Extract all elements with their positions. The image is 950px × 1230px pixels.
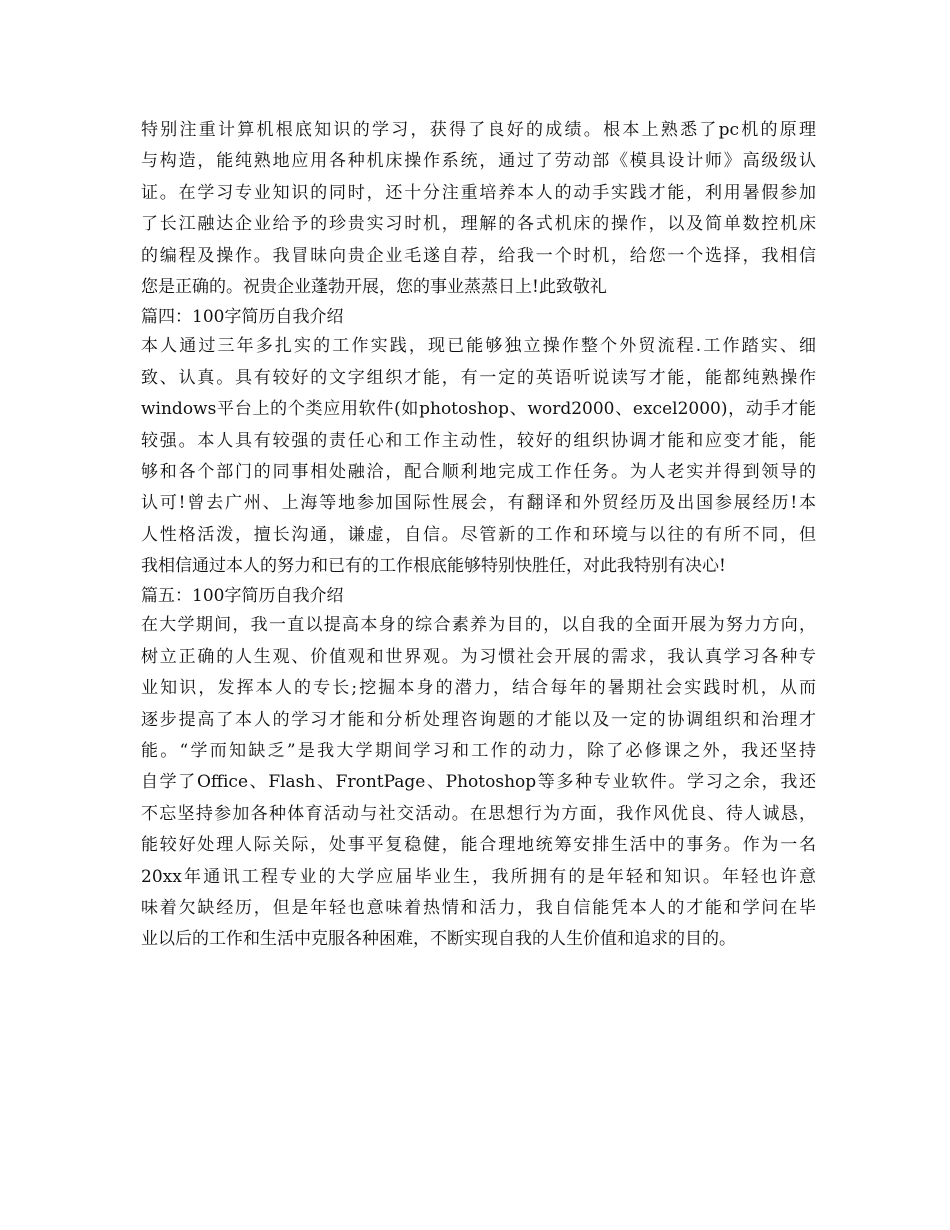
paragraph-line: 证。在学习专业知识的同时，还十分注重培养本人的动手实践才能，利用暑假参加 xyxy=(141,182,816,203)
paragraph-line: 树立正确的人生观、价值观和世界观。为习惯社会开展的需求，我认真学习各种专 xyxy=(141,646,816,667)
section-4-body xyxy=(141,331,816,582)
paragraph-line: 本人通过三年多扎实的工作实践，现已能够独立操作整个外贸流程.工作踏实、细 xyxy=(141,336,816,357)
paragraph-line: windows平台上的个类应用软件(如photoshop、word2000、excel2000)，动手才能 xyxy=(141,399,816,420)
section-5-heading: 篇五：100字简历自我介绍 xyxy=(141,586,344,607)
paragraph-line: 认可!曾去广州、上海等地参加国际性展会，有翻译和外贸经历及出国参展经历!本 xyxy=(141,493,816,514)
section-5-body xyxy=(141,610,816,955)
paragraph-line: 味着欠缺经历，但是年轻也意味着热情和活力，我自信能凭本人的才能和学问在毕 xyxy=(141,897,816,918)
document-page xyxy=(141,115,816,956)
paragraph-line: 不忘坚持参加各种体育活动与社交活动。在思想行为方面，我作风优良、待人诚恳， xyxy=(141,803,816,824)
paragraph-line: 逐步提高了本人的学习才能和分析处理咨询题的才能以及一定的协调组织和治理才 xyxy=(141,709,816,730)
paragraph-line: 特别注重计算机根底知识的学习，获得了良好的成绩。根本上熟悉了pc机的原理 xyxy=(141,120,816,140)
paragraph-line: 您是正确的。祝贵企业蓬勃开展，您的事业蒸蒸日上!此致敬礼 xyxy=(141,276,607,297)
paragraph-line: 在大学期间，我一直以提高本身的综合素养为目的，以自我的全面开展为努力方向， xyxy=(141,615,816,636)
paragraph-line: 能。“学而知缺乏”是我大学期间学习和工作的动力，除了必修课之外，我还坚持 xyxy=(141,741,816,762)
paragraph-line: 够和各个部门的同事相处融洽，配合顺利地完成工作任务。为人老实并得到领导的 xyxy=(141,461,816,482)
paragraph-line: 的编程及操作。我冒昧向贵企业毛遂自荐，给我一个时机，给您一个选择，我相信 xyxy=(141,245,816,266)
paragraph-line: 业以后的工作和生活中克服各种困难，不断实现自我的人生价值和追求的目的。 xyxy=(141,929,736,950)
paragraph-line: 较强。本人具有较强的责任心和工作主动性，较好的组织协调才能和应变才能，能 xyxy=(141,430,816,451)
paragraph-line: 能较好处理人际关际，处事平复稳健，能合理地统筹安排生活中的事务。作为一名 xyxy=(141,835,816,856)
paragraph-line: 与构造，能纯熟地应用各种机床操作系统，通过了劳动部《模具设计师》高级级认 xyxy=(141,151,816,172)
paragraph-line: 20xx年通讯工程专业的大学应届毕业生，我所拥有的是年轻和知识。年轻也许意 xyxy=(141,866,816,887)
paragraph-line: 业知识，发挥本人的专长;挖掘本身的潜力，结合每年的暑期社会实践时机，从而 xyxy=(141,678,816,699)
section-3-body xyxy=(141,115,816,303)
paragraph-line: 了长江融达企业给予的珍贵实习时机，理解的各式机床的操作，以及简单数控机床 xyxy=(141,214,816,235)
paragraph-line: 人性格活泼，擅长沟通，谦虚，自信。尽管新的工作和环境与以往的有所不同，但 xyxy=(141,524,816,545)
paragraph-line: 我相信通过本人的努力和已有的工作根底能够特别快胜任，对此我特别有决心! xyxy=(141,556,726,577)
paragraph-line: 致、认真。具有较好的文字组织才能，有一定的英语听说读写才能，能都纯熟操作 xyxy=(141,367,816,388)
paragraph-line: 自学了Office、Flash、FrontPage、Photoshop等多种专业软件。学习之余，我还 xyxy=(141,772,816,793)
section-4-heading: 篇四：100字简历自我介绍 xyxy=(141,307,344,328)
